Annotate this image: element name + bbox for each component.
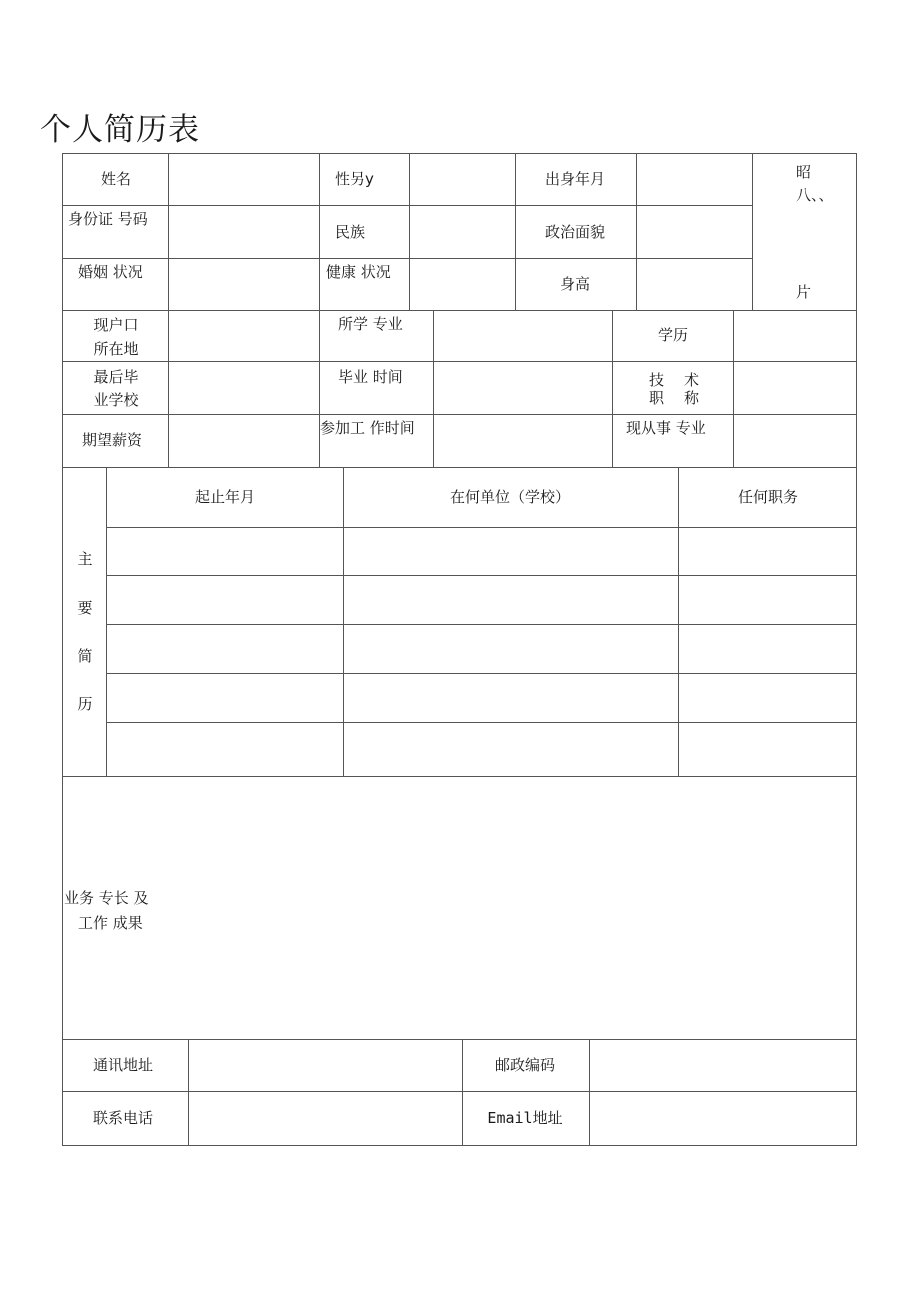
phone-label: 联系电话	[92, 1109, 154, 1127]
resume-side-char: 主	[77, 550, 93, 568]
table-border-right	[856, 153, 857, 1146]
email-label	[487, 1106, 562, 1130]
row-divider	[62, 310, 857, 311]
col-divider	[106, 467, 107, 776]
achievements-label-line2: 工作 成果	[78, 914, 143, 932]
col-divider	[589, 1039, 590, 1146]
table-border-left	[62, 153, 63, 1146]
ethnicity-label: 民族	[335, 223, 366, 241]
resume-header-employer: 在何单位（学校）	[449, 488, 571, 506]
row-divider	[62, 205, 752, 206]
political-status-label: 政治面貌	[544, 223, 606, 241]
resume-header-position: 任何职务	[737, 488, 799, 506]
row-divider	[62, 258, 752, 259]
resume-side-char: 简	[77, 647, 93, 665]
gender-label: 性另y	[335, 170, 374, 188]
education-label: 学历	[657, 326, 689, 344]
hukou-label-line1: 现户口	[93, 316, 139, 334]
email-label-cjk: 地址	[532, 1109, 563, 1127]
health-status-label: 健康 状况	[326, 263, 391, 281]
tech-title-label-b: 术称	[684, 371, 700, 407]
page-title: 个人简历表	[40, 112, 200, 148]
row-divider	[62, 1039, 857, 1040]
col-divider	[752, 153, 753, 311]
school-label-line1: 最后毕	[93, 368, 139, 386]
resume-side-char: 历	[77, 695, 93, 713]
col-divider	[636, 153, 637, 311]
col-divider	[168, 153, 169, 468]
postal-code-label: 邮政编码	[494, 1056, 556, 1074]
row-divider	[106, 673, 857, 674]
table-border-top	[62, 153, 857, 154]
col-divider	[462, 1039, 463, 1146]
col-divider	[188, 1039, 189, 1146]
row-divider	[106, 624, 857, 625]
current-major-label: 现从事 专业	[626, 419, 706, 437]
row-divider	[62, 776, 857, 777]
expected-salary-label: 期望薪资	[82, 431, 143, 449]
table-border-bottom	[62, 1145, 857, 1146]
col-divider	[612, 310, 613, 468]
name-label: 姓名	[100, 170, 132, 188]
row-divider	[106, 722, 857, 723]
photo-label-mid: 八、、	[796, 186, 834, 204]
resume-header-period: 起止年月	[194, 488, 256, 506]
work-start-label: 参加工 作时间	[320, 419, 415, 437]
school-label-line2: 业学校	[93, 391, 139, 409]
col-divider	[678, 467, 679, 776]
col-divider	[515, 153, 516, 311]
graduation-time-label: 毕业 时间	[338, 368, 403, 386]
row-divider	[62, 361, 857, 362]
col-divider	[343, 467, 344, 776]
photo-label-bottom: 片	[796, 283, 812, 301]
photo-label-top: 昭	[796, 163, 812, 181]
email-label-latin: Email	[487, 1109, 533, 1127]
col-divider	[733, 310, 734, 468]
hukou-label-line2: 所在地	[93, 340, 139, 358]
birth-date-label: 出身年月	[544, 170, 606, 188]
tech-title-label-a: 技职	[649, 371, 665, 407]
row-divider	[106, 527, 857, 528]
major-label: 所学 专业	[338, 315, 403, 333]
row-divider	[62, 467, 857, 468]
resume-side-char: 要	[77, 599, 93, 617]
id-number-label: 身份证 号码	[68, 210, 148, 228]
height-label: 身高	[559, 275, 591, 293]
achievements-label-line1: 业务 专长 及	[64, 889, 149, 907]
col-divider	[433, 310, 434, 468]
marital-status-label: 婚姻 状况	[78, 263, 143, 281]
row-divider	[62, 414, 857, 415]
col-divider	[409, 153, 410, 311]
row-divider	[106, 575, 857, 576]
address-label: 通讯地址	[92, 1056, 154, 1074]
row-divider	[62, 1091, 857, 1092]
